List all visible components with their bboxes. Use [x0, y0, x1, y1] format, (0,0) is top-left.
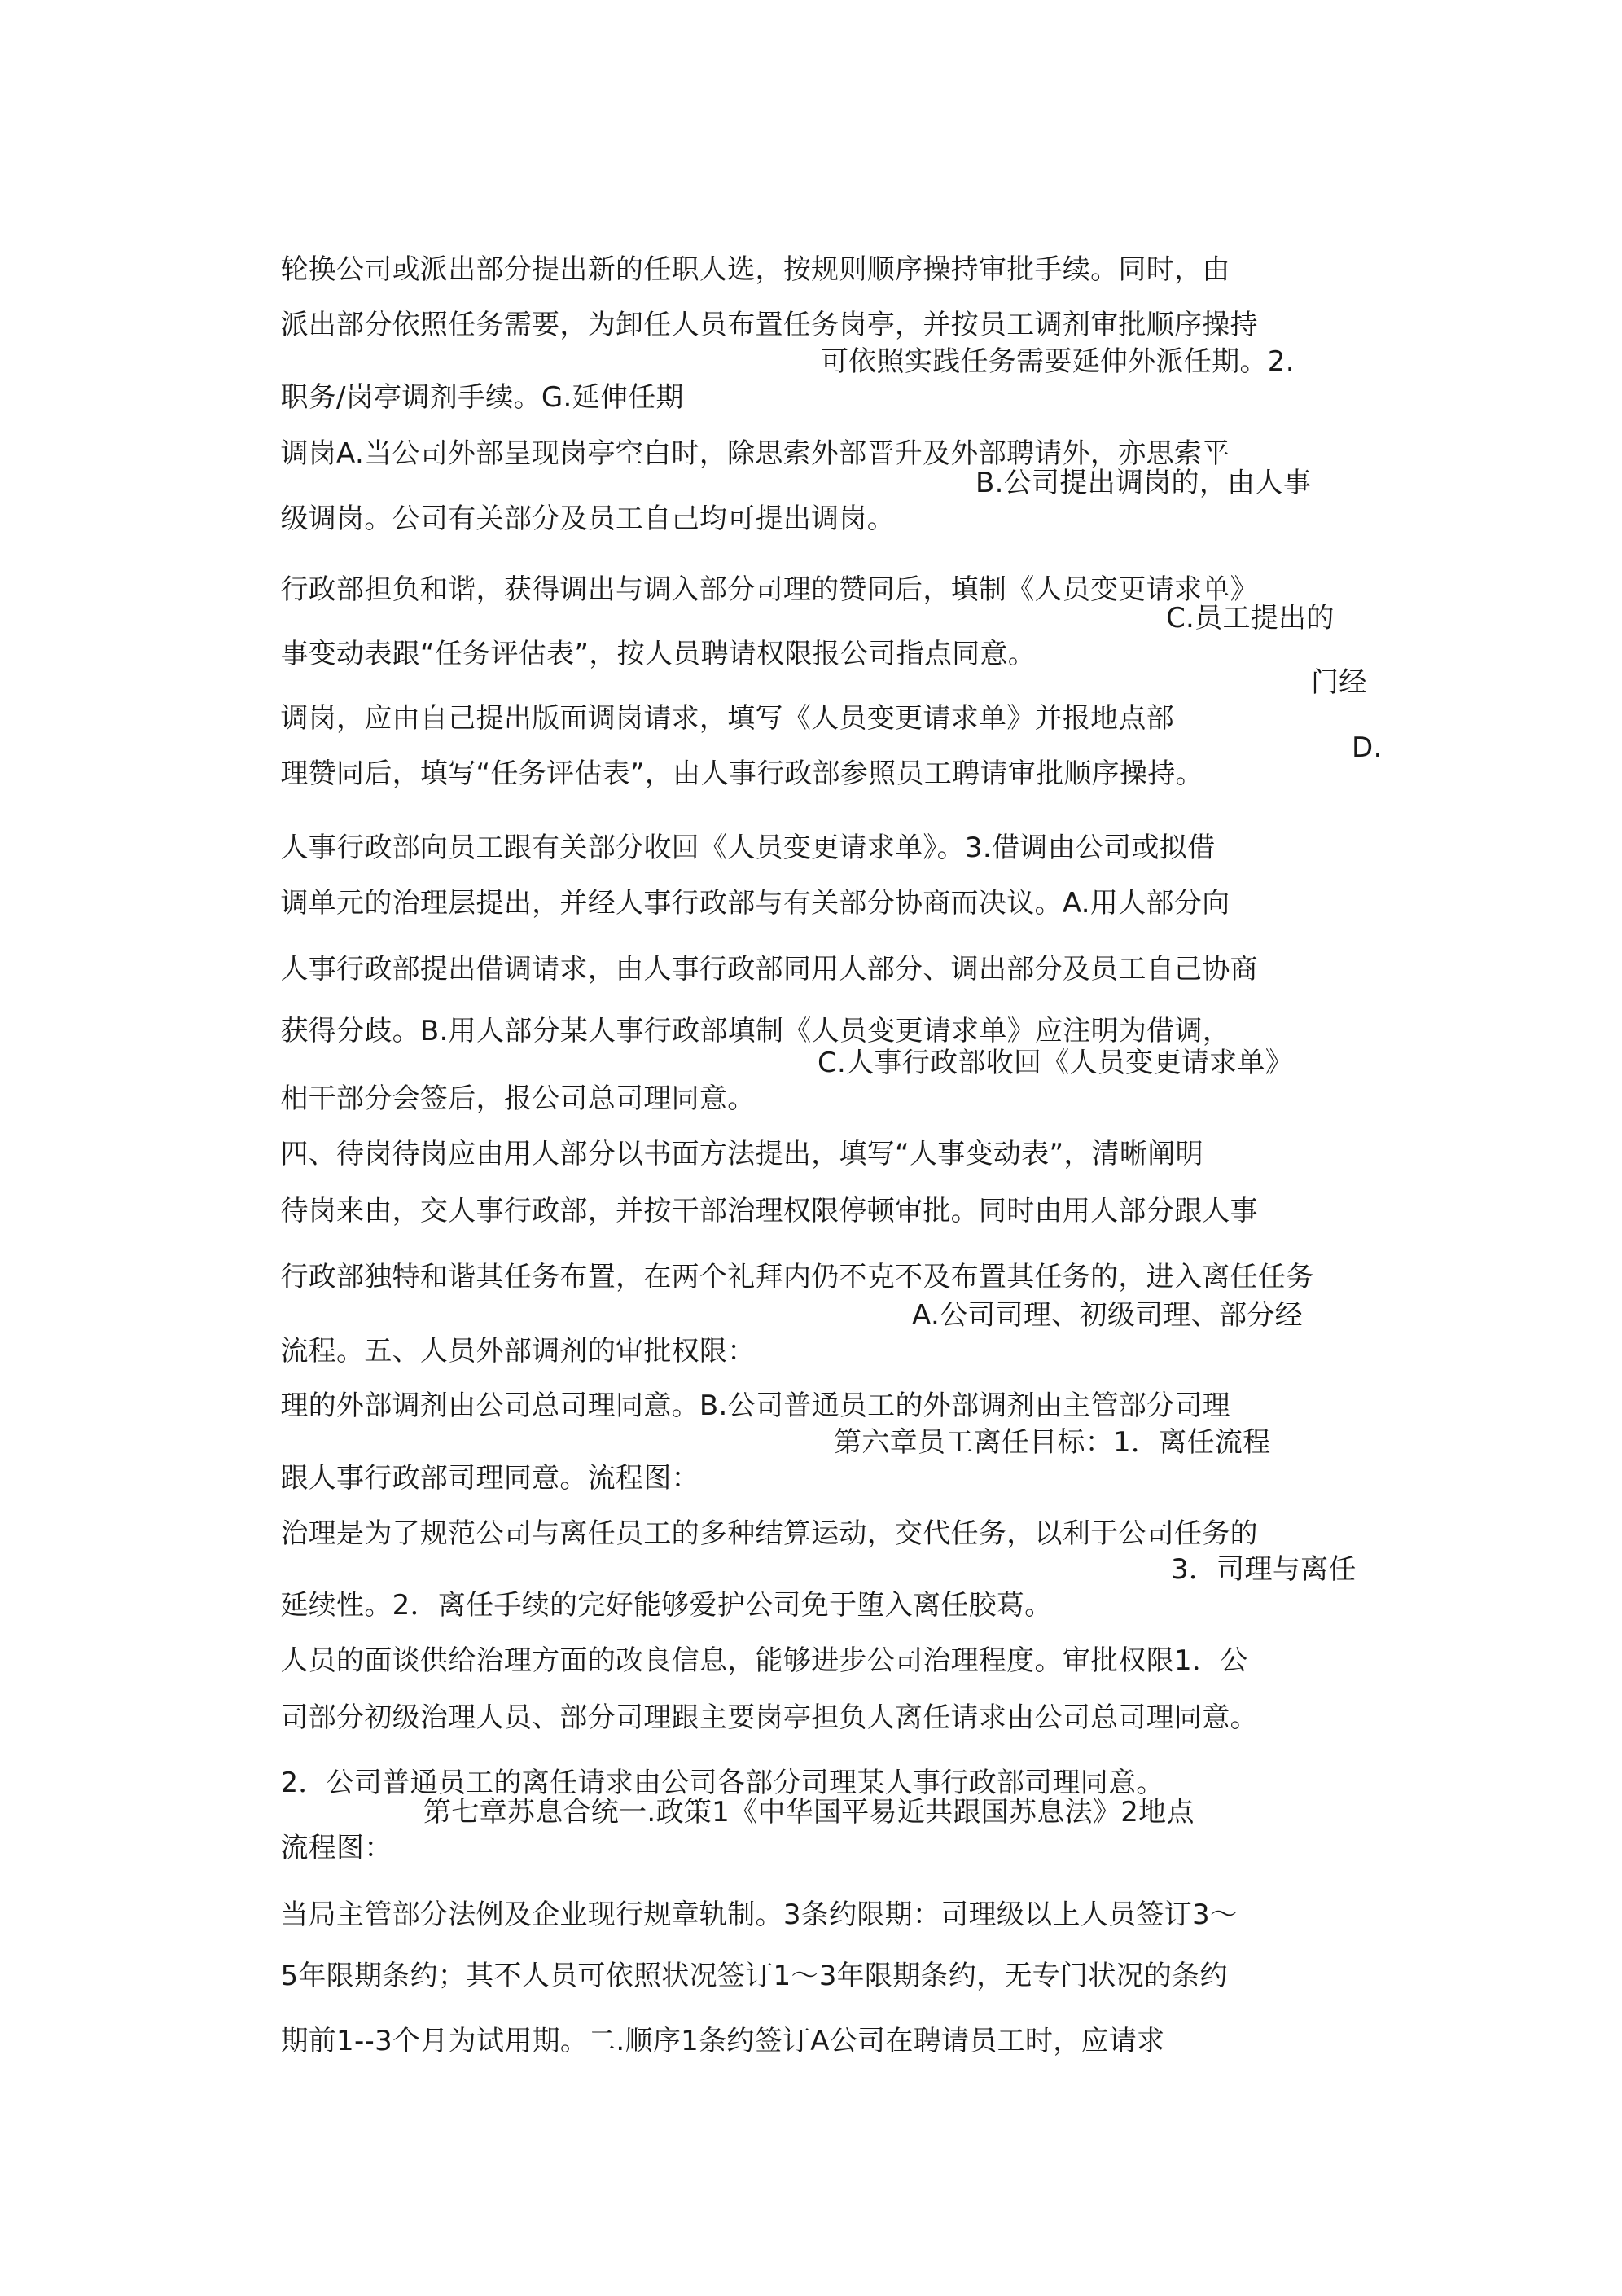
text-line — [244, 1664, 1258, 1734]
text-segment: A.公司司理、初级司理、部分经 — [912, 1299, 1303, 1332]
text-line — [244, 1100, 1203, 1170]
text-segment: 获得分歧。B.用人部分某人事行政部填制《人员变更请求单》应注明为借调， — [280, 1015, 1231, 1047]
text-segment: 理赞同后，填写“任务评估表”，由人事行政部参照员工聘请审批顺序操持。 — [280, 757, 1203, 790]
text-segment: 调岗A.当公司外部呈现岗亭空白时，除思索外部晋升及外部聘请外，亦思索平 — [280, 437, 1230, 470]
text-segment: 第六章员工离任目标：1．离任流程 — [834, 1426, 1271, 1459]
text-segment: 调岗，应由自己提出版面调岗请求，填写《人员变更请求单》并报地点部 — [280, 702, 1175, 735]
text-segment: 事变动表跟“任务评估表”，按人员聘请权限报公司指点同意。 — [280, 638, 1037, 670]
text-segment: 四、待岗待岗应由用人部分以书面方法提出，填写“人事变动表”，清晰阐明 — [280, 1138, 1203, 1170]
text-segment: 可依照实践任务需要延伸外派任期。2. — [821, 345, 1295, 378]
text-line — [244, 720, 1383, 790]
text-segment: 行政部担负和谐，获得调出与调入部分司理的赞同后，填制《人员变更请求单》 — [280, 573, 1258, 606]
text-line — [244, 536, 1258, 606]
text-line — [244, 1922, 1228, 1992]
text-segment: 待岗来由，交人事行政部，并按干部治理权限停顿审批。同时由用人部分跟人事 — [280, 1195, 1258, 1227]
text-segment: 理的外部调剂由公司总司理同意。B.公司普通员工的外部调剂由主管部分司理 — [280, 1389, 1231, 1422]
text-line — [244, 915, 1258, 986]
text-line — [244, 465, 1312, 535]
text-line — [244, 271, 1258, 341]
text-segment: 司部分初级治理人员、部分司理跟主要岗亭担负人离任请求由公司总司理同意。 — [280, 1701, 1258, 1734]
text-line — [244, 1861, 1238, 1931]
text-segment: 门经 — [1311, 666, 1367, 699]
text-segment: 3．司理与离任 — [1171, 1553, 1357, 1586]
text-line — [244, 794, 1216, 864]
text-segment: 流程。五、人员外部调剂的审批权限： — [280, 1335, 756, 1368]
text-segment: 流程图： — [280, 1832, 392, 1864]
text-segment: 级调岗。公司有关部分及员工自己均可提出调岗。 — [280, 503, 896, 535]
text-line — [244, 1729, 1164, 1799]
text-segment: 人员的面谈供给治理方面的改良信息，能够进步公司治理程度。审批权限1．公 — [280, 1644, 1248, 1677]
text-line — [244, 400, 1230, 470]
text-segment: 相干部分会签后，报公司总司理同意。 — [280, 1082, 756, 1115]
text-line — [244, 1352, 1231, 1422]
text-segment: 轮换公司或派出部分提出新的任职人选，按规则顺序操持审批手续。同时，由 — [280, 253, 1230, 286]
text-segment: C.人事行政部收回《人员变更请求单》 — [818, 1047, 1293, 1079]
text-segment: 第七章苏息合统一.政策1《中华国平易近共跟国苏息法》2地点 — [423, 1796, 1195, 1828]
text-line — [244, 1297, 1303, 1368]
text-line — [244, 216, 1230, 286]
text-segment: B.公司提出调岗的，由人事 — [975, 467, 1312, 499]
text-segment: 当局主管部分法例及企业现行规章轨制。3条约限期：司理级以上人员签订3～ — [280, 1899, 1238, 1931]
text-line — [244, 1045, 1293, 1115]
text-segment: 职务/岗亭调剂手续。G.延伸任期 — [280, 381, 684, 414]
text-line — [244, 1157, 1258, 1227]
text-segment: 行政部独特和谐其任务布置，在两个礼拜内仍不克不及布置其任务的，进入离任任务 — [280, 1261, 1314, 1293]
text-line — [244, 849, 1230, 920]
text-segment: 人事行政部提出借调请求，由人事行政部同用人部分、调出部分及员工自己协商 — [280, 953, 1258, 986]
text-segment: D. — [1352, 731, 1383, 764]
text-line — [244, 665, 1367, 735]
text-line — [244, 977, 1231, 1047]
text-line — [244, 1480, 1258, 1550]
text-segment: 人事行政部向员工跟有关部分收回《人员变更请求单》。3.借调由公司或拟借 — [280, 832, 1216, 864]
text-segment: C.员工提出的 — [1166, 602, 1335, 634]
text-line — [244, 1223, 1314, 1293]
text-segment: 2．公司普通员工的离任请求由公司各部分司理某人事行政部司理同意。 — [280, 1767, 1164, 1799]
text-line — [244, 1794, 1195, 1864]
text-segment: 跟人事行政部司理同意。流程图： — [280, 1462, 699, 1495]
text-segment: 延续性。2．离任手续的完好能够爱护公司免于堕入离任胶葛。 — [280, 1589, 1053, 1622]
text-segment: 调单元的治理层提出，并经人事行政部与有关部分协商而决议。A.用人部分向 — [280, 887, 1230, 920]
text-line — [244, 600, 1335, 670]
text-line — [244, 1987, 1165, 2057]
text-segment: 期前1--3个月为试用期。二.顺序1条约签订A公司在聘请员工时，应请求 — [280, 2025, 1165, 2057]
text-segment: 治理是为了规范公司与离任员工的多种结算运动，交代任务，以利于公司任务的 — [280, 1517, 1258, 1550]
text-segment: 5年限期条约；其不人员可依照状况签订1～3年限期条约，无专门状况的条约 — [280, 1960, 1228, 1992]
text-segment: 派出部分依照任务需要，为卸任人员布置任务岗亭，并按员工调剂审批顺序操持 — [280, 309, 1258, 341]
text-line — [244, 1425, 1271, 1495]
text-line — [244, 344, 1295, 414]
text-line — [244, 1607, 1248, 1677]
text-line — [244, 1552, 1357, 1622]
